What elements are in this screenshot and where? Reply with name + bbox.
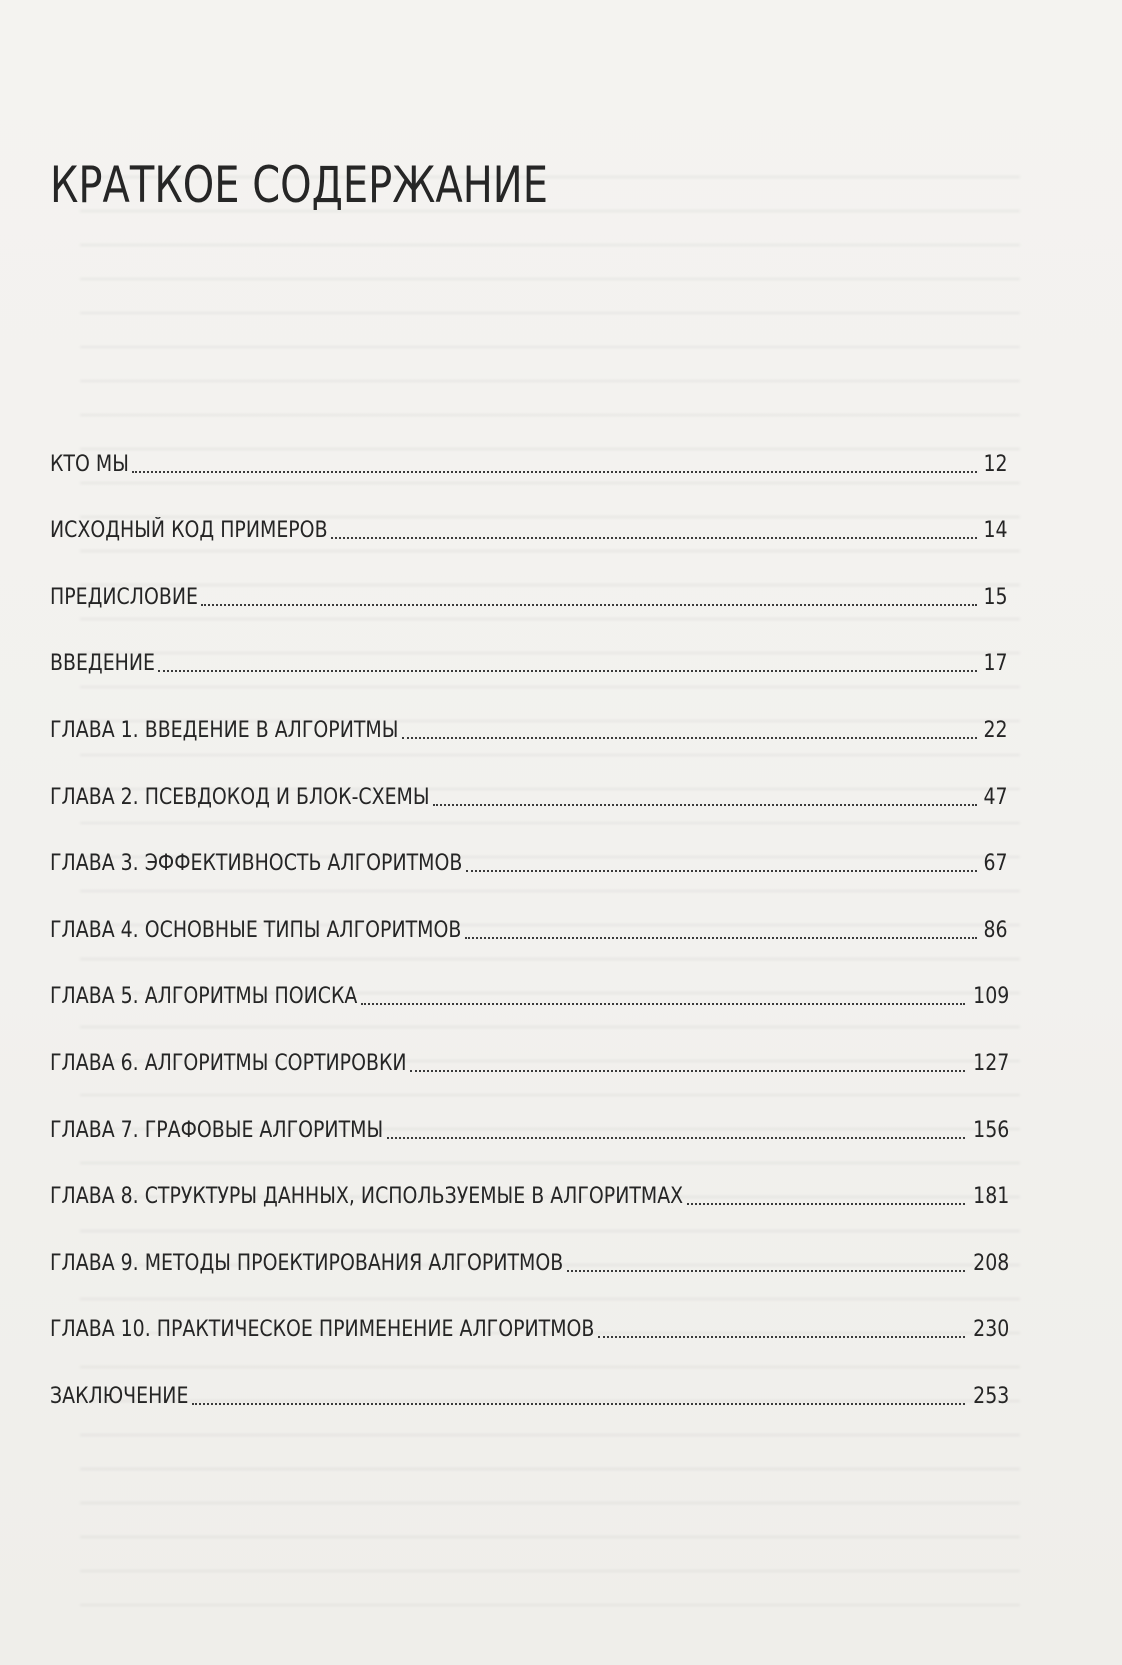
dot-leader: [687, 1203, 965, 1205]
toc-entry-page-number: 86: [983, 917, 1008, 943]
toc-entry: [50, 1244, 1010, 1311]
toc-entry-page-number: 181: [973, 1184, 1010, 1210]
dot-leader: [132, 471, 977, 473]
toc-entry: [50, 1178, 1010, 1245]
toc-entry: [50, 512, 1008, 579]
toc-entry: [50, 1044, 1010, 1111]
toc-entry-label: ГЛАВА 9. МЕТОДЫ ПРОЕКТИРОВАНИЯ АЛГОРИТМОВ: [50, 1250, 564, 1276]
dot-leader: [192, 1403, 965, 1405]
toc-entry: [50, 445, 1008, 512]
toc-entry: [50, 1311, 1010, 1378]
toc-entry: [50, 1377, 1010, 1444]
toc-entry-page-number: 109: [973, 984, 1010, 1010]
toc-entry-page-number: 127: [973, 1050, 1010, 1076]
toc-entry: [50, 911, 1008, 978]
dot-leader: [465, 937, 977, 939]
dot-leader: [361, 1003, 965, 1005]
toc-entry-label: ГЛАВА 8. СТРУКТУРЫ ДАННЫХ, ИСПОЛЬЗУЕМЫЕ В АЛГОРИТМАХ: [50, 1184, 684, 1210]
dot-leader: [201, 604, 977, 606]
toc-entry-page-number: 47: [983, 784, 1008, 810]
toc-entry: [50, 778, 1008, 845]
toc-entry-label: ГЛАВА 3. ЭФФЕКТИВНОСТЬ АЛГОРИТМОВ: [50, 851, 463, 877]
toc-entry-label: ВВЕДЕНИЕ: [50, 651, 155, 677]
dot-leader: [433, 804, 977, 806]
toc-entry-page-number: 12: [983, 451, 1008, 477]
toc-entry-page-number: 208: [973, 1250, 1010, 1276]
dot-leader: [158, 670, 977, 672]
dot-leader: [410, 1070, 965, 1072]
toc-entry-page-number: 67: [983, 851, 1008, 877]
toc-entry-page-number: 15: [983, 584, 1008, 610]
toc-entry-page-number: 22: [983, 717, 1008, 743]
dot-leader: [567, 1270, 965, 1272]
toc-entry: [50, 578, 1008, 645]
toc-entry-label: ГЛАВА 5. АЛГОРИТМЫ ПОИСКА: [50, 984, 358, 1010]
dot-leader: [598, 1336, 965, 1338]
dot-leader: [331, 537, 977, 539]
toc-entry-label: ГЛАВА 10. ПРАКТИЧЕСКОЕ ПРИМЕНЕНИЕ АЛГОРИТМОВ: [50, 1317, 595, 1343]
toc-entry-page-number: 17: [983, 651, 1008, 677]
toc-entry-page-number: 230: [973, 1317, 1010, 1343]
dot-leader: [466, 870, 977, 872]
toc-entry-label: ГЛАВА 6. АЛГОРИТМЫ СОРТИРОВКИ: [50, 1050, 407, 1076]
table-of-contents: [50, 445, 1010, 1444]
toc-entry-label: ГЛАВА 2. ПСЕВДОКОД И БЛОК-СХЕМЫ: [50, 784, 430, 810]
toc-entry-label: ЗАКЛЮЧЕНИЕ: [50, 1383, 189, 1409]
dot-leader: [402, 737, 977, 739]
toc-entry: [50, 845, 1008, 912]
toc-entry-label: ГЛАВА 7. ГРАФОВЫЕ АЛГОРИТМЫ: [50, 1117, 384, 1143]
toc-entry-label: ПРЕДИСЛОВИЕ: [50, 584, 198, 610]
page-title: КРАТКОЕ СОДЕРЖАНИЕ: [50, 156, 548, 214]
dot-leader: [387, 1137, 965, 1139]
toc-entry-label: ИСХОДНЫЙ КОД ПРИМЕРОВ: [50, 518, 328, 544]
toc-entry: [50, 711, 1008, 778]
toc-entry: [50, 645, 1008, 712]
toc-entry-page-number: 156: [973, 1117, 1010, 1143]
toc-entry-label: ГЛАВА 4. ОСНОВНЫЕ ТИПЫ АЛГОРИТМОВ: [50, 917, 462, 943]
toc-entry-page-number: 253: [973, 1383, 1010, 1409]
toc-entry-page-number: 14: [983, 518, 1008, 544]
toc-entry: [50, 1111, 1010, 1178]
toc-entry-label: КТО МЫ: [50, 451, 129, 477]
toc-entry-label: ГЛАВА 1. ВВЕДЕНИЕ В АЛГОРИТМЫ: [50, 717, 399, 743]
toc-entry: [50, 978, 1010, 1045]
